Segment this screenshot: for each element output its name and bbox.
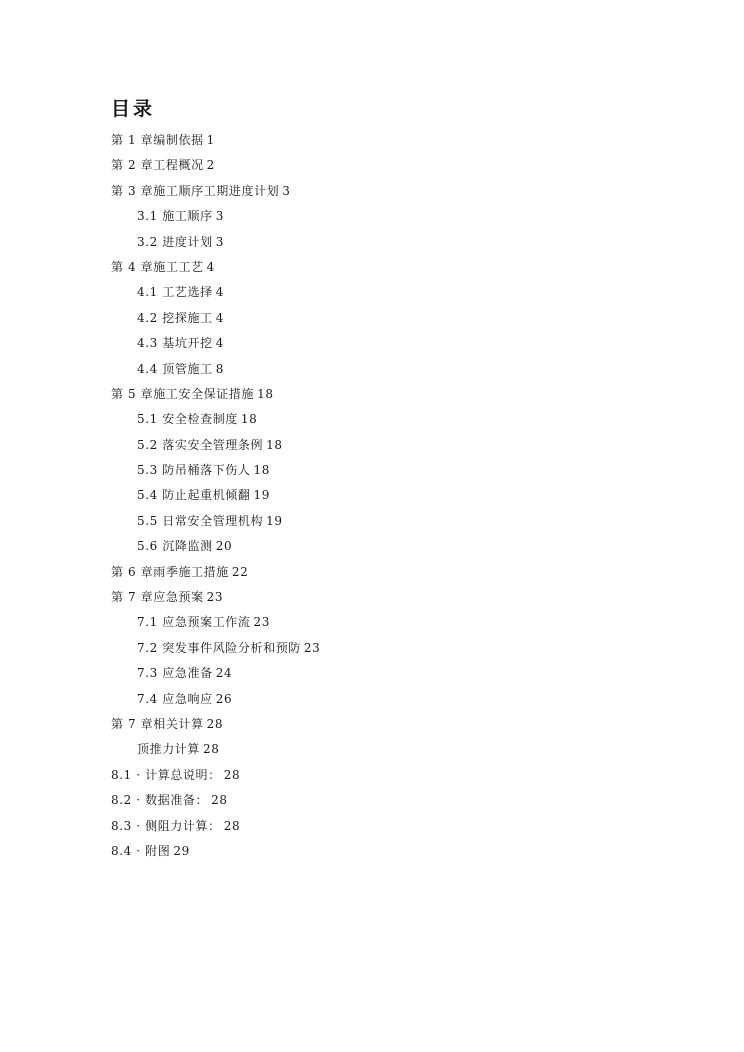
toc-entry-text: 8.2 · 数据准备：: [111, 793, 209, 808]
toc-entry-page-number: 18: [257, 386, 274, 401]
toc-entry[interactable]: [111, 766, 320, 791]
toc-entry[interactable]: [111, 563, 320, 588]
toc-entry[interactable]: [111, 131, 320, 156]
toc-entry[interactable]: [111, 817, 320, 842]
toc-entry-text: 4.3 基坑开挖: [137, 336, 213, 351]
toc-entry-page-number: 28: [223, 767, 241, 782]
toc-entry-text: 7.4 应急响应: [137, 691, 213, 706]
toc-entry[interactable]: [111, 791, 320, 816]
toc-entry-page-number: 3: [282, 183, 291, 198]
toc-entry-text: 5.1 安全检查制度: [137, 412, 238, 427]
toc-entry-page-number: 4: [215, 285, 224, 300]
toc-entry[interactable]: [111, 842, 320, 867]
toc-entry-page-number: 4: [206, 259, 215, 274]
toc-entry-page-number: 28: [206, 716, 224, 731]
toc-entry[interactable]: [111, 360, 320, 385]
toc-entry-text: 8.3 · 侧阻力计算：: [111, 818, 221, 833]
toc-entry-page-number: 8: [215, 361, 224, 376]
toc-entry-text: 顶推力计算: [137, 742, 201, 757]
toc-entry[interactable]: [111, 182, 320, 207]
toc-entry-page-number: 22: [231, 564, 249, 579]
toc-entry[interactable]: [111, 436, 320, 461]
toc-entry-text: 第 3 章施工顺序工期进度计划: [111, 183, 280, 198]
toc-entry[interactable]: [111, 258, 320, 283]
toc-entry-page-number: 2: [206, 158, 215, 173]
toc-entry-page-number: 28: [211, 793, 228, 808]
toc-entry-text: 第 1 章编制依据: [111, 133, 204, 147]
toc-entry[interactable]: [111, 461, 320, 486]
toc-entry-page-number: 23: [253, 615, 270, 630]
toc-entry[interactable]: [111, 207, 320, 232]
toc-entry[interactable]: [111, 588, 320, 613]
toc-entry-text: 7.2 突发事件风险分析和预防: [137, 640, 301, 655]
toc-entry-text: 第 6 章雨季施工措施: [111, 564, 229, 579]
toc-entry-text: 3.2 进度计划: [137, 234, 213, 249]
toc-entry[interactable]: [111, 537, 320, 562]
toc-entry-text: 第 4 章施工工艺: [111, 259, 204, 274]
toc-title: 目录: [111, 98, 156, 120]
toc-entry-page-number: 4: [215, 310, 224, 325]
toc-entry[interactable]: [111, 690, 320, 715]
toc-entry-text: 第 7 章应急预案: [111, 590, 204, 605]
toc-entry-text: 5.6 沉降监测: [137, 539, 213, 554]
toc-entry-page-number: 19: [253, 488, 270, 503]
toc-entry[interactable]: [111, 639, 320, 664]
toc-entry-page-number: 28: [203, 742, 220, 757]
toc-entry-text: 4.4 顶管施工: [137, 361, 213, 376]
toc-entry-text: 第 2 章工程概况: [111, 158, 204, 173]
toc-entry-page-number: 26: [215, 691, 233, 706]
toc-entry-page-number: 28: [223, 818, 241, 833]
toc-entry[interactable]: [111, 715, 320, 740]
toc-list: [111, 131, 320, 867]
toc-entry-text: 7.3 应急准备: [137, 666, 213, 681]
toc-entry-page-number: 29: [173, 843, 190, 858]
toc-entry[interactable]: [111, 334, 320, 359]
toc-entry-text: 8.4 · 附图: [111, 843, 171, 858]
toc-entry-text: 第 5 章施工安全保证措施: [111, 386, 255, 401]
toc-entry[interactable]: [111, 385, 320, 410]
toc-entry[interactable]: [111, 613, 320, 638]
toc-entry[interactable]: [111, 486, 320, 511]
toc-entry-page-number: 3: [215, 209, 224, 224]
toc-entry-page-number: 24: [215, 666, 233, 681]
toc-entry-text: 4.1 工艺选择: [137, 285, 213, 300]
toc-entry-text: 5.5 日常安全管理机构: [137, 513, 264, 528]
toc-entry-page-number: 23: [206, 590, 224, 605]
toc-entry[interactable]: [111, 309, 320, 334]
toc-entry[interactable]: [111, 512, 320, 537]
toc-entry-text: 5.2 落实安全管理条例: [137, 437, 264, 452]
toc-entry[interactable]: [111, 740, 320, 765]
toc-entry[interactable]: [111, 410, 320, 435]
toc-entry-text: 3.1 施工顺序: [137, 209, 213, 224]
toc-entry-page-number: 1: [206, 133, 215, 147]
toc-entry-page-number: 18: [253, 463, 270, 478]
toc-entry-text: 5.4 防止起重机倾翻: [137, 488, 251, 503]
toc-entry[interactable]: [111, 283, 320, 308]
toc-entry-page-number: 23: [303, 640, 321, 655]
toc-entry-page-number: 18: [240, 412, 258, 427]
toc-entry-text: 8.1 · 计算总说明：: [111, 767, 221, 782]
toc-entry-text: 4.2 挖探施工: [137, 310, 213, 325]
toc-entry[interactable]: [111, 156, 320, 181]
toc-entry-page-number: 3: [215, 234, 224, 249]
toc-entry[interactable]: [111, 233, 320, 258]
toc-entry-text: 5.3 防吊桶落下伤人: [137, 463, 251, 478]
toc-entry-page-number: 20: [215, 539, 233, 554]
toc-entry-text: 7.1 应急预案工作流: [137, 615, 251, 630]
toc-entry-page-number: 19: [266, 513, 283, 528]
toc-entry-page-number: 4: [215, 336, 224, 351]
toc-entry-text: 第 7 章相关计算: [111, 716, 204, 731]
toc-entry-page-number: 18: [266, 437, 283, 452]
toc-entry[interactable]: [111, 664, 320, 689]
